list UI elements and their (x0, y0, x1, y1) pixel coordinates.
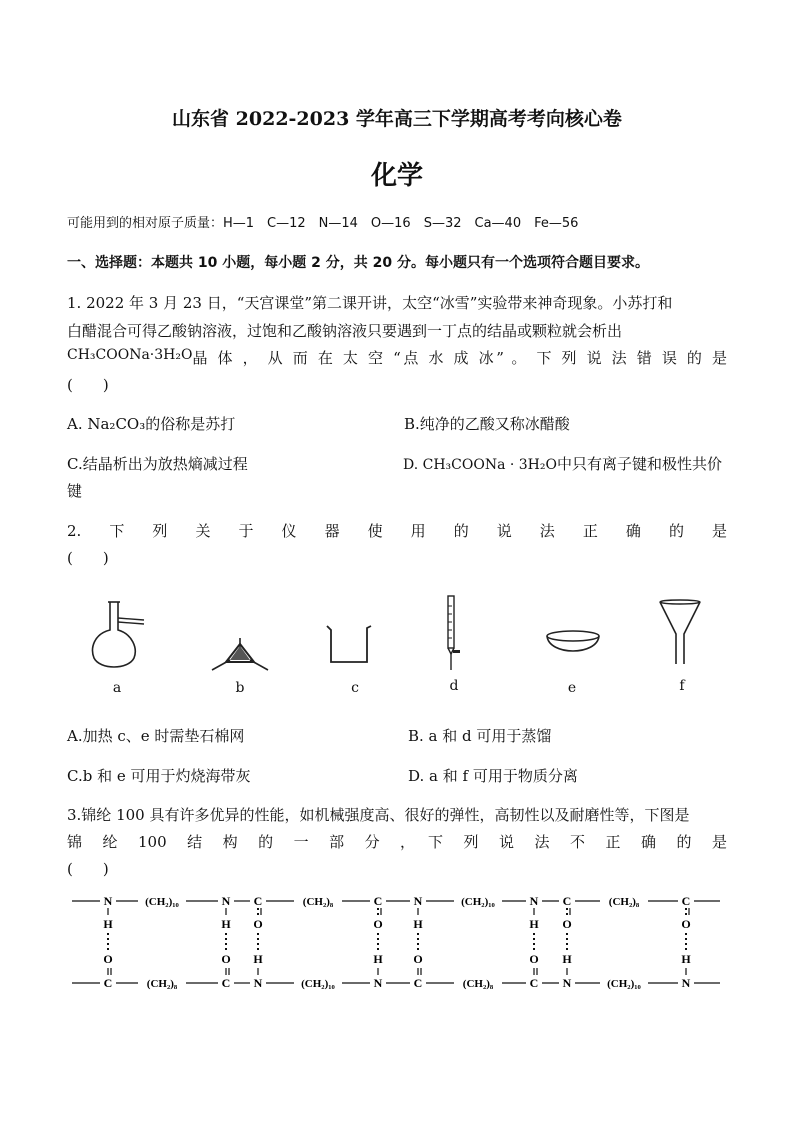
bottom-chain-atom: C (413, 976, 423, 990)
q2-option-c: C.b 和 e 可用于灼烧海带灰 (67, 767, 251, 785)
top-chain-atom: (CH₂)₈ (302, 896, 334, 908)
substituent-atom: O (253, 917, 263, 931)
top-chain-atom: C (373, 894, 383, 908)
bottom-chain-atom: (CH₂)₈ (462, 978, 494, 990)
q3-line2: 锦 纶 100 结 构 的 一 部 分 ， 下 列 说 法 不 正 确 的 是 (67, 833, 727, 851)
funnel-icon (656, 598, 704, 668)
bottom-chain-atom: (CH₂)₁₀ (301, 978, 335, 990)
substituent-atom: O (373, 917, 383, 931)
apparatus-label-f: f (679, 678, 685, 694)
q1-option-d-formula: D. CH₃COONa · 3H₂O (403, 457, 557, 473)
top-chain-atom: C (253, 894, 263, 908)
bottom-chain-atom: C (221, 976, 231, 990)
bottom-chain-atom: N (253, 976, 263, 990)
substituent-atom: O (562, 917, 572, 931)
q1-option-c: C.结晶析出为放热熵减过程 (67, 455, 248, 473)
q2-option-d: D. a 和 f 可用于物质分离 (408, 767, 578, 785)
q3-line1: 3.锦纶 100 具有许多优异的性能，如机械强度高、很好的弹性，高韧性以及耐磨性等，下图是 (67, 806, 690, 824)
top-chain-atom: N (529, 894, 539, 908)
bottom-chain-atom: C (103, 976, 113, 990)
top-chain-atom: N (221, 894, 231, 908)
top-chain-atom: N (103, 894, 113, 908)
bottom-chain-atom: N (562, 976, 572, 990)
top-chain-atom: (CH₂)₁₀ (145, 896, 179, 908)
top-chain-atom: C (562, 894, 572, 908)
evaporating-dish-icon (545, 628, 601, 662)
top-chain-atom: C (681, 894, 691, 908)
bottom-chain-atom: N (373, 976, 383, 990)
burette-icon (440, 594, 464, 674)
q1-formula: CH₃COONa·3H₂O (67, 347, 193, 363)
q2-line1: 2. 下 列 关 于 仪 器 使 用 的 说 法 正 确 的 是 (67, 522, 727, 540)
q2-option-a: A.加热 c、e 时需垫石棉网 (67, 727, 245, 745)
top-chain-atom: (CH₂)₈ (608, 896, 640, 908)
substituent-atom: H (373, 952, 383, 966)
apparatus-label-a: a (112, 680, 122, 696)
q1-option-d-text: 中只有离子键和极性共价 (556, 455, 722, 473)
q1-option-d-cont: 键 (67, 482, 83, 500)
bottom-chain-atom: (CH₂)₈ (146, 978, 178, 990)
q2-option-b: B. a 和 d 可用于蒸馏 (408, 727, 552, 745)
substituent-atom: H (681, 952, 691, 966)
q1-line2: 白醋混合可得乙酸钠溶液，过饱和乙酸钠溶液只要遇到一丁点的结晶或颗粒就会析出 (67, 322, 623, 340)
substituent-atom: H (103, 917, 113, 931)
flask-icon (88, 600, 152, 672)
bottom-chain-atom: N (681, 976, 691, 990)
substituent-atom: H (562, 952, 572, 966)
substituent-atom: H (253, 952, 263, 966)
q1-option-a (67, 413, 235, 434)
apparatus-label-e: e (567, 680, 577, 696)
subject-title: 化学 (370, 161, 423, 191)
q2-line2: ( ) (67, 549, 109, 567)
bottom-chain-atom: (CH₂)₁₀ (607, 978, 641, 990)
q1-line3 (67, 347, 727, 368)
nylon-structure-diagram (0, 885, 794, 995)
q3-line3: ( ) (67, 860, 109, 878)
substituent-atom: O (529, 952, 539, 966)
q1-line4: ( ) (67, 376, 109, 394)
substituent-atom: H (413, 917, 423, 931)
apparatus-label-c: c (351, 680, 359, 696)
beaker-icon (325, 624, 373, 666)
apparatus-label-d: d (449, 678, 459, 694)
substituent-atom: O (221, 952, 231, 966)
substituent-atom: O (103, 952, 113, 966)
substituent-atom: H (529, 917, 539, 931)
atomic-masses: 可能用到的相对原子质量：H—1 C—12 N—14 O—16 S—32 Ca—40 Fe—56 (67, 216, 579, 231)
substituent-atom: H (221, 917, 231, 931)
clay-triangle-icon (210, 636, 270, 672)
q1-option-d (403, 453, 722, 474)
substituent-atom: O (681, 917, 691, 931)
apparatus-label-b: b (235, 680, 245, 696)
q1-option-a-formula: A. Na₂CO₃ (67, 415, 146, 433)
q1-option-a-text: 的俗称是苏打 (145, 415, 236, 433)
top-chain-atom: N (413, 894, 423, 908)
q1-option-b: B.纯净的乙酸又称冰醋酸 (404, 415, 570, 433)
q1-line1: 1. 2022 年 3 月 23 日，“天宫课堂”第二课开讲，太空“冰雪”实验带来神奇现象。小苏打和 (67, 294, 673, 312)
substituent-atom: O (413, 952, 423, 966)
q1-line3-rest: 晶 体 ， 从 而 在 太 空 “点 水 成 冰” 。 下 列 说 法 错 误 的 是 (192, 349, 727, 367)
section-heading: 一、选择题：本题共 10 小题，每小题 2 分，共 20 分。每小题只有一个选项符合题目要求。 (67, 255, 649, 271)
bottom-chain-atom: C (529, 976, 539, 990)
top-chain-atom: (CH₂)₁₀ (461, 896, 495, 908)
exam-title: 山东省 2022-2023 学年高三下学期高考考向核心卷 (172, 108, 622, 130)
